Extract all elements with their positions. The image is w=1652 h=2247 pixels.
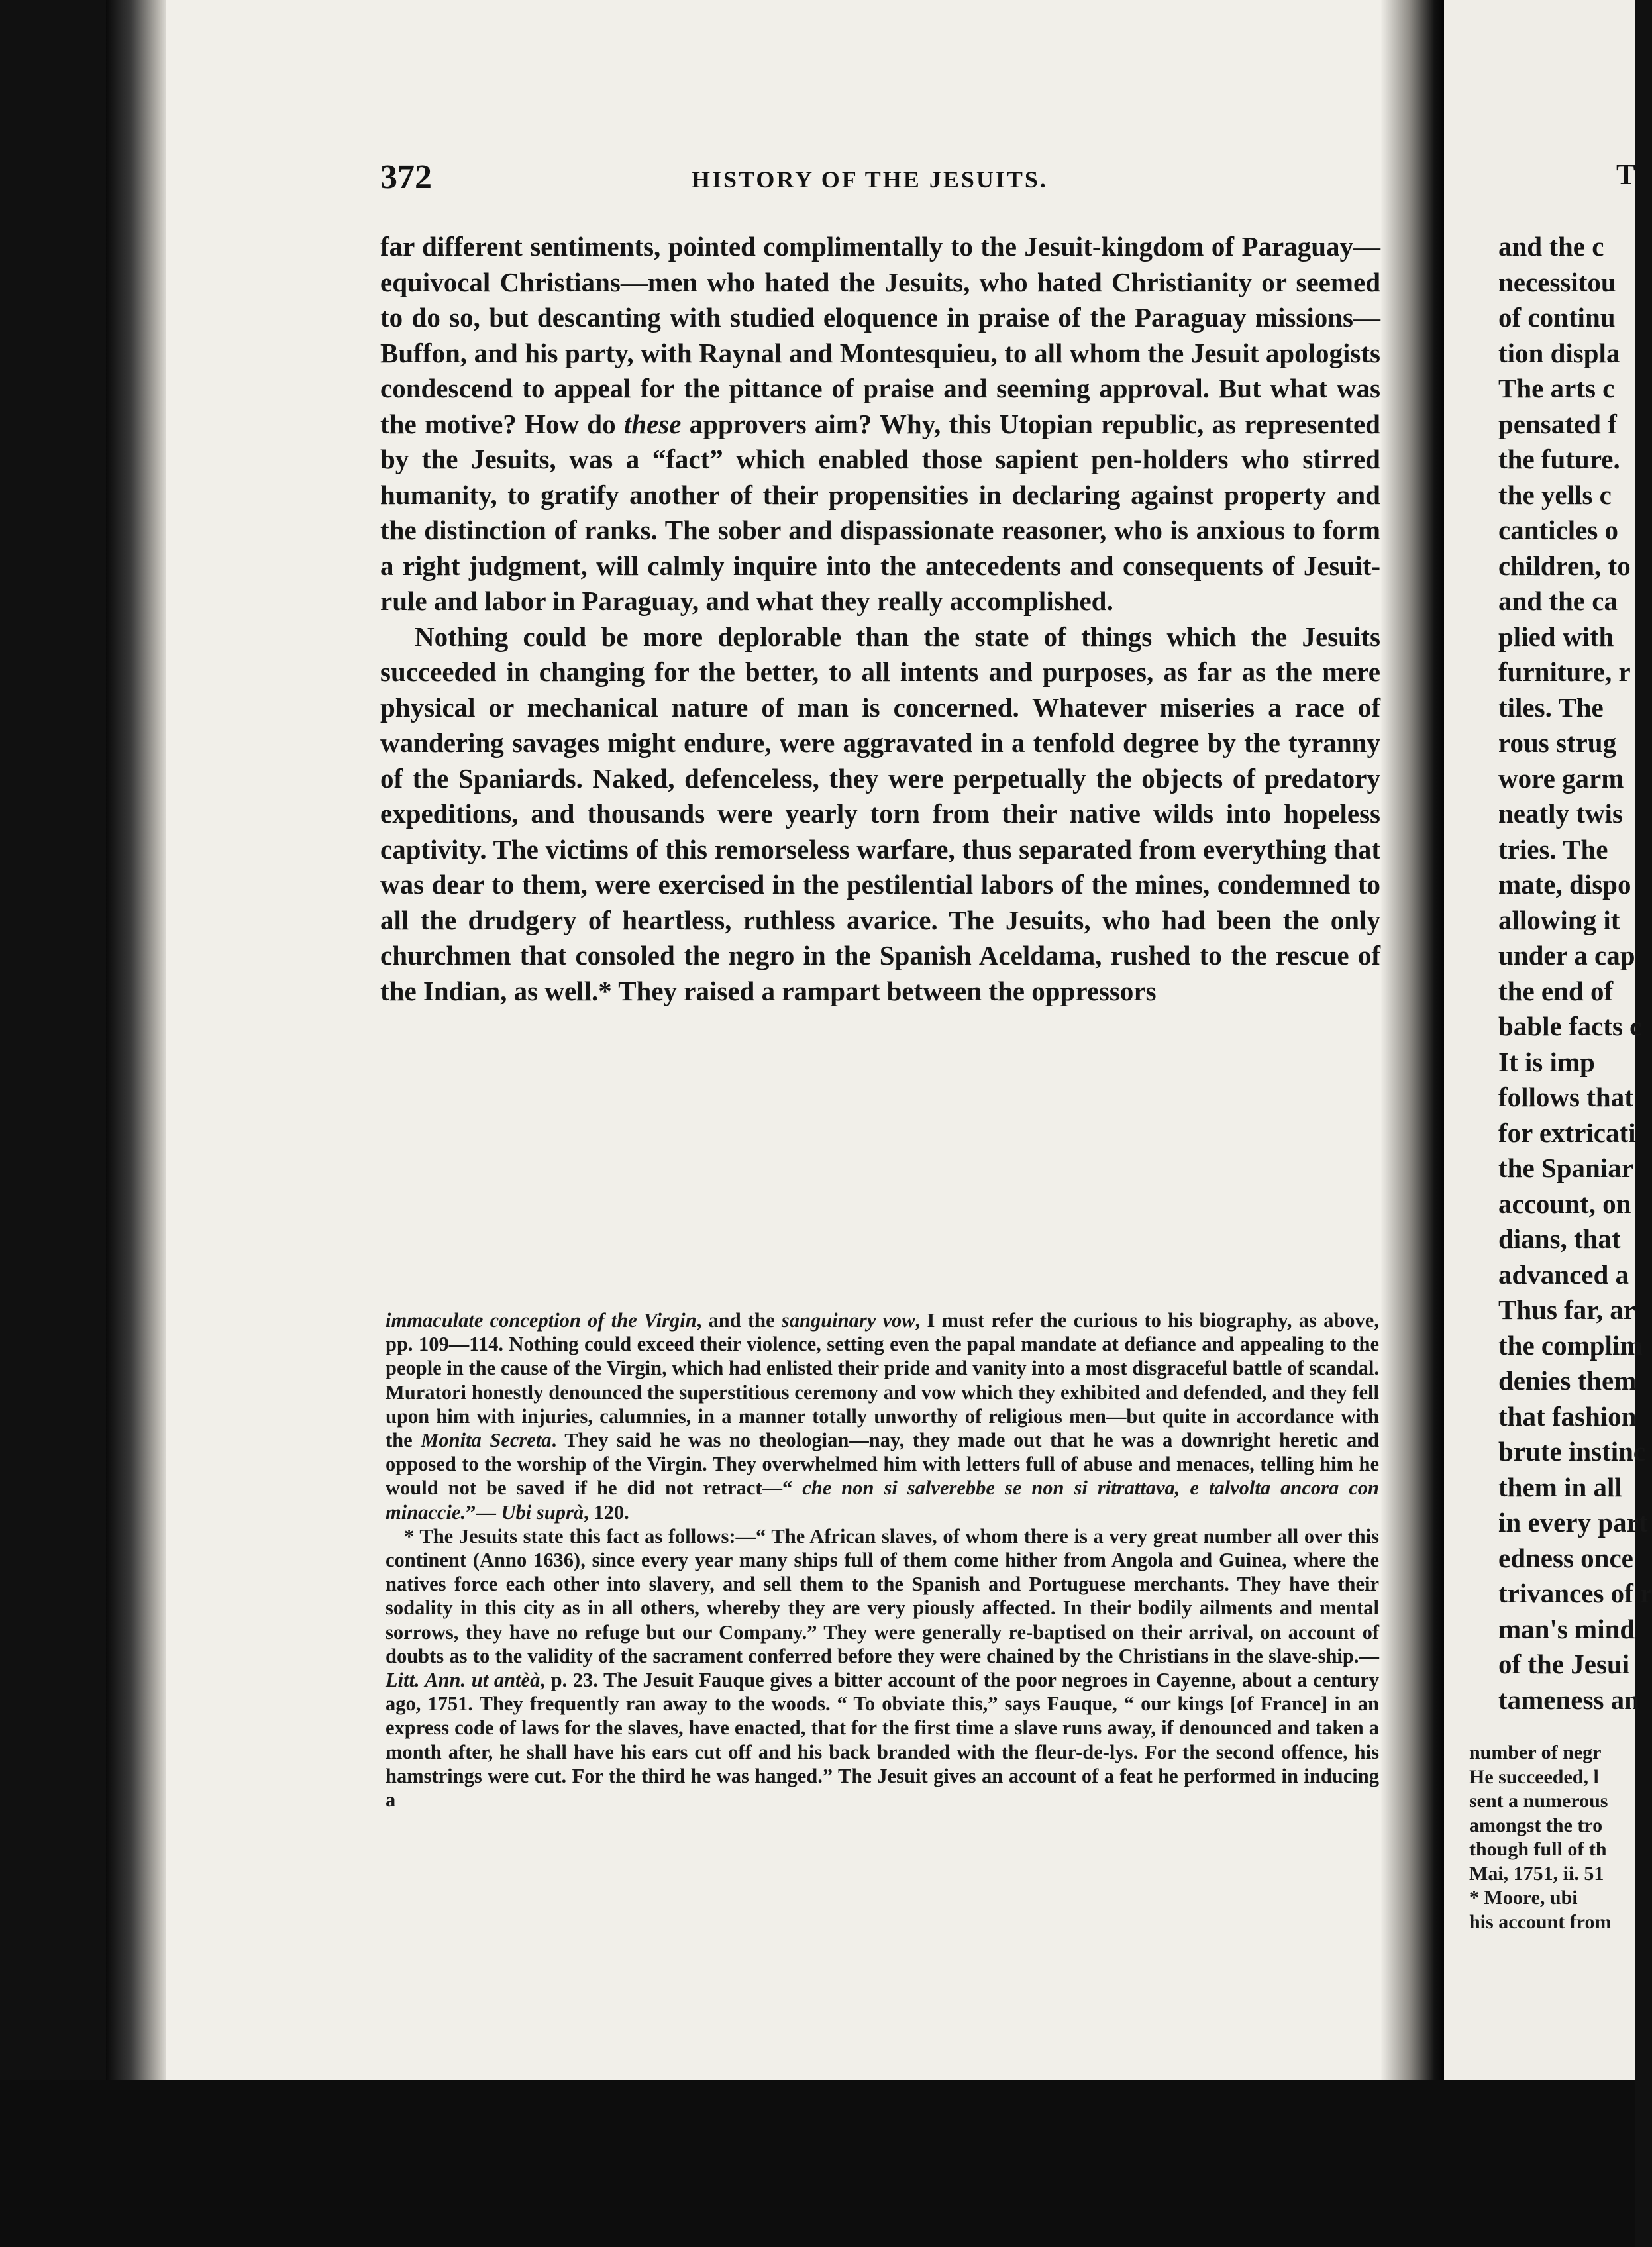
right-page-line: dians, that bbox=[1498, 1224, 1621, 1254]
right-page-line: under a cap bbox=[1498, 940, 1635, 970]
paragraph-2: Nothing could be more deplorable than the state of things which the Jesuits succeeded in changing for the better, to all intents and purposes, as far as the mere physical or mechanical nature of man is concerned. Whatever miseries a race of wandering savages might endure, were aggravated in a tenfold degree by the tyranny of the Spaniards. Naked, defenceless, they were perpetually the objects of predatory expeditions, and thousands were yearly torn from their native wilds into hopeless captivity. The victims of this remorseless warfare, thus separated from everything that was dear to them, were exercised in the pestilential labors of the mines, condemned to all the drudgery of heartless, ruthless avarice. The Jesuits, who had been the only churchmen that consoled the negro in the Spanish Aceldama, rushed to the rescue of the Indian, as well.* They raised a rampart between the oppressors bbox=[380, 621, 1380, 1006]
right-page-line: of continu bbox=[1498, 302, 1616, 333]
right-page-line: rous strug bbox=[1498, 727, 1617, 758]
right-page-note-line: Mai, 1751, ii. 51 bbox=[1469, 1862, 1604, 1885]
right-page-line: neatly twis bbox=[1498, 798, 1623, 829]
right-page-line: of the Jesui bbox=[1498, 1649, 1630, 1679]
right-page-line: canticles o bbox=[1498, 515, 1619, 545]
right-page-line: tiles. The bbox=[1498, 692, 1604, 723]
right-page-note-line: He succeeded, l bbox=[1469, 1765, 1599, 1788]
right-page-header: T bbox=[1616, 158, 1636, 191]
main-text bbox=[380, 229, 1380, 1009]
right-page-line: furniture, r bbox=[1498, 656, 1631, 687]
footnote-continued: immaculate conception of the Virgin, and the sanguinary vow, I must refer the curious to his biography, as above, pp. 109—114. Nothing could exceed their violence, setting even the papal mandate at defiance and appealing to the people in the cause of the Virgin, which had enlisted their pride and vanity into a most disgraceful battle of scandal. Muratori honestly denounced the superstitious ceremony and vow which they exhibited and defended, and they fell upon him with injuries, calumnies, in a manner totally unworthy of religious men—but quite in accordance with the Monita Secreta. They said he was no theologian—nay, they made out that he was a downright heretic and opposed to the worship of the Virgin. They overwhelmed him with letters full of abuse and menaces, telling him he would not be saved if he did not retract—“ che non si salverebbe se non si ritrattava, e talvolta ancora con minaccie.”— Ubi suprà, 120. bbox=[386, 1309, 1379, 1524]
right-page-line: for extricati bbox=[1498, 1117, 1636, 1148]
right-page-line: necessitou bbox=[1498, 266, 1616, 297]
right-page-line: advanced a bbox=[1498, 1259, 1629, 1290]
right-page-line: tameness an bbox=[1498, 1684, 1639, 1715]
right-page-note-line: sent a numerous bbox=[1469, 1790, 1608, 1812]
page-header bbox=[380, 158, 1380, 204]
right-page-note-line: amongst the tro bbox=[1469, 1814, 1603, 1836]
right-page-note-line: though full of th bbox=[1469, 1838, 1607, 1860]
right-page-line: follows that bbox=[1498, 1082, 1633, 1112]
right-page-note-line: number of negr bbox=[1469, 1742, 1602, 1763]
paragraph-1: far different sentiments, pointed complimentally to the Jesuit-kingdom of Paraguay—equivocal Christians—men who hated the Jesuits, who hated Christianity or seemed to do so, but descanting with studied eloquence in praise of the Paraguay missions—Buffon, and his party, with Raynal and Montesquieu, to all whom the Jesuit apologists condescend to appeal for the pittance of praise and seeming approval. But what was the motive? How do these approvers aim? Why, this Utopian republic, as represented by the Jesuits, was a “fact” which enabled those sapient pen-holders who stirred humanity, to gratify another of their propensities in declaring against property and the distinction of ranks. The sober and dispassionate reasoner, who is anxious to form a right judgment, will calmly inquire into the antecedents and consequents of Jesuit-rule and labor in Paraguay, and what they really accomplished. bbox=[380, 231, 1380, 616]
right-page-line: the end of bbox=[1498, 975, 1614, 1006]
right-page-line: the Spaniar bbox=[1498, 1153, 1633, 1183]
running-title: HISTORY OF THE JESUITS. bbox=[692, 166, 1048, 193]
right-page-line: mate, dispo bbox=[1498, 869, 1631, 900]
right-page-line: The arts c bbox=[1498, 373, 1615, 403]
right-page-line: that fashion bbox=[1498, 1400, 1637, 1432]
scan-bottom-margin bbox=[0, 2080, 1635, 2247]
page-number: 372 bbox=[380, 158, 432, 196]
right-page-line: them in all bbox=[1498, 1471, 1622, 1502]
right-page-line: It is imp bbox=[1498, 1046, 1595, 1077]
right-page-line: wore garm bbox=[1498, 762, 1624, 794]
right-page-line: children, to bbox=[1498, 550, 1631, 581]
right-page-line: trivances of r bbox=[1498, 1578, 1652, 1608]
right-page-line: denies them bbox=[1498, 1365, 1637, 1396]
right-page-line: pensated f bbox=[1498, 408, 1617, 439]
right-page-line: the future. bbox=[1498, 444, 1620, 474]
right-page-text bbox=[1498, 229, 1652, 1718]
book-gutter bbox=[1381, 0, 1444, 2247]
right-page-line: the yells c bbox=[1498, 479, 1612, 510]
right-page-line: account, on bbox=[1498, 1188, 1631, 1219]
right-page-note-line: his account from bbox=[1469, 1910, 1612, 1933]
right-page-note-line: * Moore, ubi bbox=[1469, 1887, 1578, 1908]
right-page-line: allowing it bbox=[1498, 904, 1620, 935]
right-page-line: brute instinc bbox=[1498, 1436, 1646, 1467]
right-page-line: Thus far, ar bbox=[1498, 1294, 1635, 1325]
right-page-line: and the c bbox=[1498, 231, 1604, 262]
right-page-line: tries. The bbox=[1498, 833, 1608, 864]
right-page-line: in every part bbox=[1498, 1507, 1648, 1538]
right-page-line: edness once bbox=[1498, 1542, 1633, 1573]
right-page-line: tion displa bbox=[1498, 337, 1620, 368]
right-page-line: man's mind bbox=[1498, 1613, 1635, 1644]
footnote-asterisk: * The Jesuits state this fact as follows:—“ The African slaves, of whom there is a very great number all over this continent (Anno 1636), since every year many ships full of them come hither from Angola and Guinea, where the natives force each other into slavery, and sell them to the Spanish and Portuguese merchants. They have their sodality in this city as in all others, whereby they are very piously affected. In their bodily ailments and mental sorrows, they have no refuge but our Company.” They were generally re-baptised on their arrival, on account of doubts as to the validity of the sacrament conferred before they were chained by the Christians in the slave-ship.—Litt. Ann. ut antèà, p. 23. The Jesuit Fauque gives a bitter account of the poor negroes in Cayenne, about a century ago, 1751. They frequently ran away to the woods. “ To obviate this,” says Fauque, “ our kings [of France] in an express code of laws for the slaves, have enacted, that for the first time a slave runs away, if denounced and taken a month after, he shall have his ears cut off and his back branded with the fleur-de-lys. For the second offence, his hamstrings were cut. For the third he was hanged.” The Jesuit gives an account of a feat he performed in inducing a bbox=[386, 1524, 1379, 1812]
left-page-edge-shadow bbox=[106, 0, 169, 2247]
footnotes bbox=[386, 1308, 1379, 1812]
right-page-line: bable facts c bbox=[1498, 1011, 1642, 1041]
right-page-line: plied with bbox=[1498, 621, 1614, 652]
right-page-footnotes bbox=[1469, 1741, 1635, 1934]
right-page-line: the complim bbox=[1498, 1330, 1643, 1361]
right-page-line: and the ca bbox=[1498, 586, 1618, 616]
